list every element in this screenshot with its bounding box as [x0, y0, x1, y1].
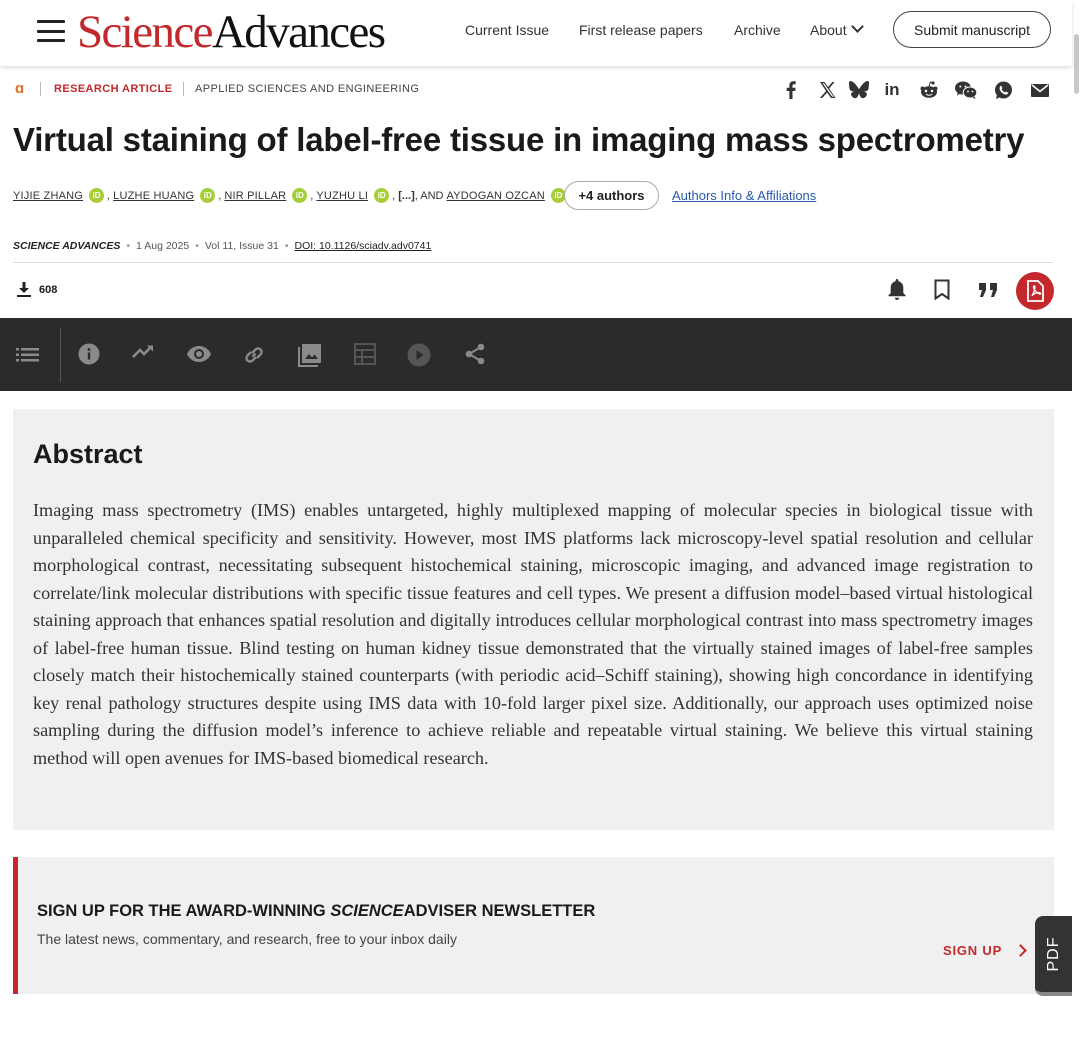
x-icon[interactable] [816, 79, 838, 101]
whatsapp-icon[interactable] [992, 79, 1014, 101]
divider [40, 82, 41, 96]
authors-ellipsis[interactable]: [...] [398, 189, 415, 202]
linkedin-icon[interactable]: in [884, 80, 900, 99]
author-link[interactable]: NIR PILLAR [224, 189, 287, 202]
newsletter-banner [13, 857, 1054, 994]
newsletter-description: The latest news, commentary, and research, free to your inbox daily [37, 931, 457, 947]
citation-line: SCIENCE ADVANCES • 1 Aug 2025 • Vol 11, Issue 31 • DOI: 10.1126/sciadv.adv0741 [13, 240, 432, 252]
pdf-tab-label: PDF [1044, 936, 1062, 972]
reddit-icon[interactable] [918, 79, 940, 101]
pub-date: 1 Aug 2025 [136, 240, 190, 252]
newsletter-title: SIGN UP FOR THE AWARD-WINNING SCIENCEADVISER NEWSLETTER [37, 902, 596, 920]
scrollbar[interactable] [1074, 34, 1079, 94]
bluesky-icon[interactable] [848, 79, 870, 101]
download-count-value: 608 [39, 283, 58, 296]
nav-about-label: About [810, 22, 847, 38]
orcid-icon[interactable]: iD [89, 188, 104, 203]
media-icon[interactable] [407, 343, 431, 367]
author-link[interactable]: AYDOGAN OZCAN [446, 189, 545, 202]
site-header [0, 0, 1072, 66]
pdf-icon [1025, 280, 1045, 302]
abstract-heading: Abstract [33, 439, 143, 469]
and-label: , AND [414, 189, 444, 202]
nav-current-issue[interactable]: Current Issue [465, 22, 550, 38]
email-icon[interactable] [1029, 79, 1051, 101]
chevron-down-icon [851, 20, 864, 33]
submit-manuscript-button[interactable]: Submit manuscript [893, 11, 1051, 48]
article-type[interactable]: RESEARCH ARTICLE [54, 83, 173, 95]
author-link[interactable]: LUZHE HUANG [113, 189, 195, 202]
abstract-text: Imaging mass spectrometry (IMS) enables untargeted, highly multiplexed mapping of molecular species in biological tissue with unparalleled chemical specificity and sensitivity. However, most IMS platforms lack microscopy-level spatial resolution and cellular morphological contrast, necessitating subsequent histochemical staining, microscopic imaging, and advanced image registration to correlate/link molecular distributions with specific tissue features and cell types. We present a diffusion model–based virtual histological staining approach that enhances spatial resolution and digitally introduces cellular morphological contrast into mass spectrometry images of label-free human tissue. Blind testing on human kidney tissue demonstrated that the virtually stained images of label-free samples closely match their histochemically stained counterparts (with periodic acid–Schiff staining), showing high concordance in identifying key renal pathology structures despite using IMS data with 10-fold larger pixel size. Additionally, our approach uses optimized noise sampling during the diffusion model’s inference to achieve reliable and repeatable virtual staining. We believe this virtual staining method will open avenues for IMS-based biomedical research. [33, 500, 1033, 768]
download-icon [17, 282, 31, 297]
author-list: YIJIE ZHANG iD , LUZHE HUANG iD , NIR PILLAR iD , YUZHU LI iD , [...] , AND AYDOGAN OZCAN iD [13, 188, 569, 203]
nav-archive[interactable]: Archive [734, 22, 781, 38]
chevron-right-icon [1014, 944, 1027, 957]
abstract-section [13, 409, 1054, 830]
menu-icon[interactable] [37, 20, 65, 42]
cite-icon[interactable] [979, 283, 999, 302]
article-toolbar [0, 318, 1072, 391]
signup-label: SIGN UP [943, 943, 1003, 958]
volume-issue[interactable]: Vol 11, Issue 31 [204, 240, 279, 252]
pdf-download-button[interactable] [1016, 272, 1054, 310]
subject-tag[interactable]: APPLIED SCIENCES AND ENGINEERING [195, 83, 420, 95]
divider [60, 328, 61, 382]
orcid-icon[interactable]: iD [551, 188, 566, 203]
eye-icon[interactable] [186, 345, 210, 369]
wechat-icon[interactable] [955, 79, 977, 101]
metrics-icon[interactable] [132, 343, 156, 367]
orcid-icon[interactable]: iD [292, 188, 307, 203]
more-authors-button[interactable]: +4 authors [564, 181, 659, 210]
pdf-side-tab[interactable] [1035, 916, 1072, 996]
nav-first-release[interactable]: First release papers [579, 22, 703, 38]
divider [183, 82, 184, 96]
orcid-icon[interactable]: iD [374, 188, 389, 203]
article-title: Virtual staining of label-free tissue in imaging mass spectrometry [13, 121, 1025, 158]
author-link[interactable]: YUZHU LI [316, 189, 369, 202]
site-logo[interactable]: ScienceAdvances [77, 6, 385, 58]
journal-name[interactable]: SCIENCE ADVANCES [13, 240, 121, 252]
contents-icon[interactable] [16, 346, 40, 370]
bookmark-icon[interactable] [934, 279, 950, 305]
facebook-icon[interactable] [780, 79, 802, 101]
open-access-icon: ɑ [15, 80, 25, 97]
bell-icon[interactable] [887, 279, 907, 306]
orcid-icon[interactable]: iD [200, 188, 215, 203]
doi-link[interactable]: DOI: 10.1126/sciadv.adv0741 [294, 240, 432, 252]
tables-icon[interactable] [354, 343, 378, 367]
images-icon[interactable] [298, 343, 322, 367]
affiliations-link[interactable]: Authors Info & Affiliations [672, 188, 817, 203]
newsletter-signup-link[interactable] [943, 943, 1025, 958]
link-icon[interactable] [242, 343, 266, 367]
author-link[interactable]: YIJIE ZHANG [13, 189, 84, 202]
info-icon[interactable] [78, 343, 102, 367]
divider [13, 262, 1053, 263]
nav-about[interactable] [810, 22, 862, 38]
download-count [17, 282, 57, 297]
share-icon[interactable] [465, 343, 489, 367]
